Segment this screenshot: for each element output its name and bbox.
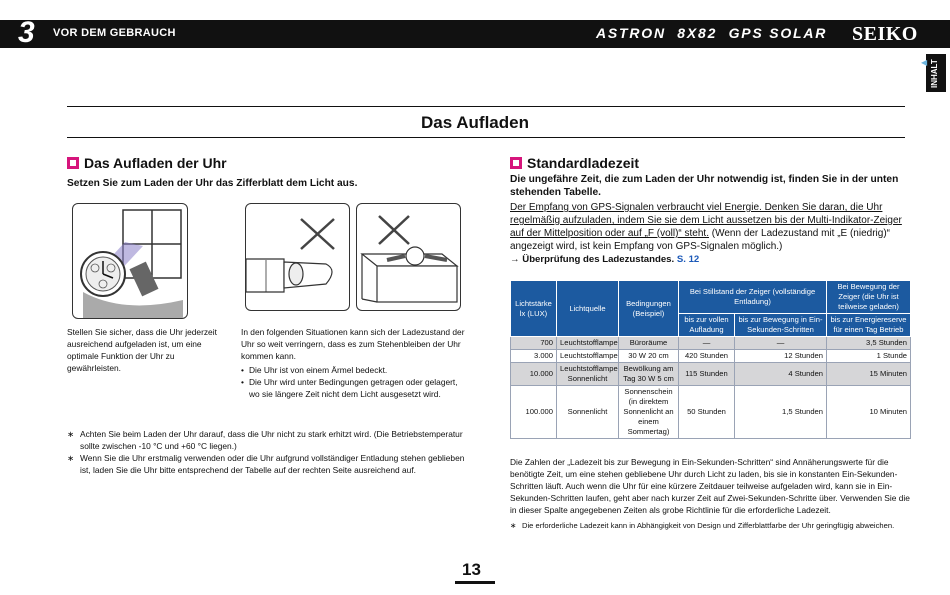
cell-lux: 3.000 — [511, 350, 557, 363]
cell-one-day: 15 Minuten — [827, 363, 911, 386]
cell-full: — — [679, 337, 735, 350]
cell-conditions: Sonnenschein (in direktem Sonnenlicht an einem Sommertag) — [619, 386, 679, 439]
watch-window-sun-icon — [73, 204, 188, 319]
header-light-source: Lichtquelle — [557, 281, 619, 337]
watch-covered-sleeve-illustration — [245, 203, 350, 311]
note-text: Achten Sie beim Laden der Uhr darauf, dass die Uhr nicht zu stark erhitzt wird. (Die Betriebstemperatur sollte zwischen -10 °C und +60 °C liegen.) — [80, 429, 463, 451]
reference-page-link[interactable]: S. 12 — [676, 254, 700, 265]
cell-source: Leuchtstofflampe — [557, 350, 619, 363]
one-second-explanation: Die Zahlen der „Ladezeit bis zur Bewegung in Ein-Sekunden-Schritten“ sind Annäherungswerte für die benötigte Zeit, um eine stehen gebliebene Uhr durch Licht zu laden, bis sie in konstanten Ein-Sekunden-Schritten läuft. Auch wenn die Uhr für eine kürzere Zeitdauer teilweise aufgeladen wird, kann sie in Ein-Sekunden-Schritten laufen, geht aber nach kurzer Zeit auf Zwei-Sekunden-Schritte über. Verwenden Sie die in dieser Spalte angegebenen Zeiten als grobe Richtlinie für die erforderliche Ladezeit. — [510, 457, 910, 515]
asterisk-icon: ∗ — [510, 521, 517, 530]
chapter-title: VOR DEM GEBRAUCH — [53, 27, 176, 39]
section-lead: Setzen Sie zum Laden der Uhr das Zifferblatt dem Licht aus. — [67, 178, 358, 189]
charging-time-table — [510, 280, 911, 439]
section-square-icon — [510, 157, 522, 169]
chapter-number: 3 — [18, 16, 35, 49]
page-number-underline — [455, 581, 495, 584]
arrow-left-icon: ◀ — [921, 58, 928, 67]
cell-source: Leuchtstofflampe — [557, 337, 619, 350]
note-text: Wenn Sie die Uhr erstmalig verwenden oder die Uhr aufgrund vollständiger Entladung stehen geblieben ist, laden Sie die Uhr bitte entsprechend der Tabelle auf der rechten Seite ausreichend auf. — [80, 453, 465, 475]
section-heading-standard-time — [510, 155, 639, 171]
cell-full: 420 Stunden — [679, 350, 735, 363]
caption-discharge-situations — [241, 326, 467, 400]
cell-one-second: 12 Stunden — [735, 350, 827, 363]
header-moving-group: Bei Bewegung der Zeiger (die Uhr ist teilweise geladen) — [827, 281, 911, 314]
watch-in-light-illustration — [72, 203, 188, 319]
charging-notes — [67, 428, 467, 476]
cell-source: Sonnenlicht — [557, 386, 619, 439]
section-heading-text: Das Aufladen der Uhr — [84, 155, 227, 171]
cell-one-second: 1,5 Stunden — [735, 386, 827, 439]
cell-one-second: 4 Stunden — [735, 363, 827, 386]
reference-text: Überprüfung des Ladezustandes. — [522, 254, 675, 265]
header-lux: Lichtstärke lx (LUX) — [511, 281, 557, 337]
section-lead: Die ungefähre Zeit, die zum Laden der Uhr notwendig ist, finden Sie in der unten stehenden Tabelle. — [510, 174, 899, 198]
header-one-second: bis zur Bewegung in Ein-Sekunden-Schritten — [735, 314, 827, 337]
cell-one-second: — — [735, 337, 827, 350]
cell-conditions: 30 W 20 cm — [619, 350, 679, 363]
page-number: 13 — [462, 560, 481, 579]
asterisk-icon: ∗ — [67, 453, 75, 463]
cell-conditions: Bewölkung am Tag 30 W 5 cm — [619, 363, 679, 386]
cell-one-day: 10 Minuten — [827, 386, 911, 439]
note-item — [67, 428, 467, 452]
note-item — [67, 452, 467, 476]
situation-item: • Die Uhr wird unter Bedingungen getragen oder gelagert, wo sie längere Zeit nicht dem Licht ausgesetzt wird. — [241, 376, 467, 400]
charge-level-reference[interactable] — [510, 254, 699, 265]
page-title: Das Aufladen — [420, 113, 529, 132]
design-note — [510, 521, 905, 531]
drawer-cross-icon — [357, 204, 461, 311]
gps-energy-warning: Der Empfang von GPS-Signalen verbraucht viel Energie. Denken Sie daran, die Uhr regelmäßig aufzuladen, indem Sie sie dem Licht aussetzen bis der Multi-Indikator-Zeiger auf der Mittelposition oder auf „F (voll)“ steht. — [510, 202, 902, 239]
cell-lux: 700 — [511, 337, 557, 350]
caption-intro: In den folgenden Situationen kann sich der Ladezustand der Uhr so weit verringern, dass es zum Stehenbleiben der Uhr kommen kann. — [241, 327, 465, 361]
table-row — [511, 350, 911, 363]
table-row — [511, 337, 911, 350]
sleeve-cross-icon — [246, 204, 350, 311]
section-square-icon — [67, 157, 79, 169]
contents-side-tab[interactable] — [921, 54, 946, 92]
table-row — [511, 363, 911, 386]
asterisk-icon: ∗ — [67, 429, 75, 439]
cell-lux: 100.000 — [511, 386, 557, 439]
title-rule-top — [67, 106, 905, 107]
title-rule-bottom — [67, 137, 905, 138]
cell-source: Leuchtstofflampe Sonnenlicht — [557, 363, 619, 386]
situation-list — [241, 364, 467, 400]
section-heading-charging — [67, 155, 227, 171]
gps-energy-note: (Wenn der Ladezustand mit „E (niedrig)“ angezeigt wird, ist kein Empfang von GPS-Signalen möglich.) — [510, 228, 890, 252]
header-bar — [0, 16, 950, 49]
side-tab-label: INHALT — [930, 59, 939, 88]
situation-item: • Die Uhr ist von einem Ärmel bedeckt. — [241, 364, 467, 376]
header-conditions: Bedingungen (Beispiel) — [619, 281, 679, 337]
header-full-charge: bis zur vollen Aufladung — [679, 314, 735, 337]
cell-conditions: Büroräume — [619, 337, 679, 350]
table-row — [511, 386, 911, 439]
gps-energy-paragraph — [510, 201, 905, 253]
design-note-text: Die erforderliche Ladezeit kann in Abhängigkeit von Design und Zifferblattfarbe der Uhr geringfügig abweichen. — [522, 521, 895, 530]
cell-one-day: 1 Stunde — [827, 350, 911, 363]
product-name: ASTRON 8X82 GPS SOLAR — [596, 25, 828, 41]
seiko-logo: SEIKO — [852, 23, 918, 45]
watch-in-drawer-illustration — [356, 203, 461, 311]
cell-full: 50 Stunden — [679, 386, 735, 439]
section-heading-text: Standardladezeit — [527, 155, 640, 171]
caption-keep-charged: Stellen Sie sicher, dass die Uhr jederzeit ausreichend aufgeladen ist, um eine optimale Funktion der Uhr zu gewährleisten. — [67, 327, 217, 373]
cell-lux: 10.000 — [511, 363, 557, 386]
header-one-day: bis zur Energiereserve für einen Tag Betrieb — [827, 314, 911, 337]
cell-full: 115 Stunden — [679, 363, 735, 386]
header-stopped-group: Bei Stillstand der Zeiger (vollständige Entladung) — [679, 281, 827, 314]
arrow-right-icon: → — [510, 254, 520, 265]
cell-one-day: 3,5 Stunden — [827, 337, 911, 350]
